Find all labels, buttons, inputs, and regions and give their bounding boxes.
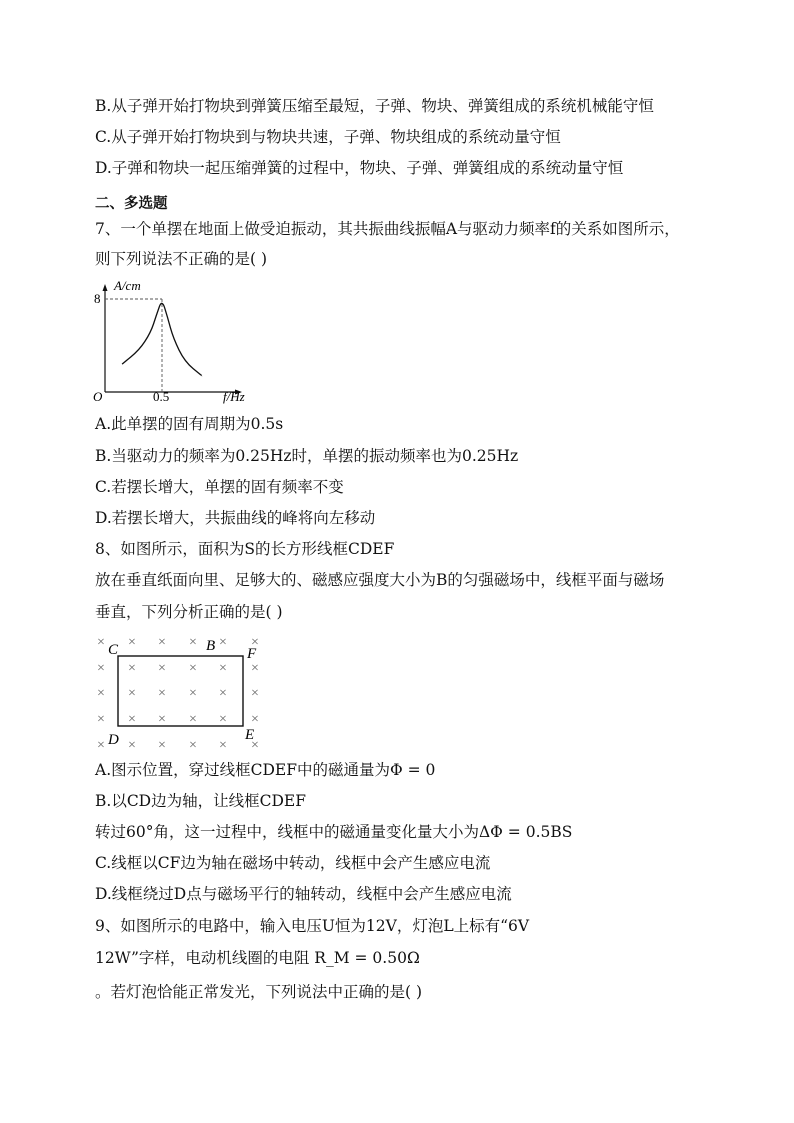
vertex-label-e: E	[245, 727, 255, 743]
x-axis-label: f/Hz	[223, 389, 245, 404]
q8-option-b-line2: 转过60°角，这一过程中，线框中的磁通量变化量大小为ΔΦ = 0.5BS	[95, 823, 573, 841]
field-cross-mark: ×	[251, 686, 259, 701]
vertex-label-d: D	[108, 732, 119, 748]
q9-stem-line1: 9、如图所示的电路中，输入电压U恒为12V，灯泡L上标有“6V	[95, 917, 530, 935]
field-cross-mark: ×	[189, 661, 197, 676]
resonance-curve-chart	[88, 272, 268, 408]
field-cross-mark: ×	[128, 635, 136, 650]
q6-option-c: C.从子弹开始打物块到与物块共速，子弹、物块组成的系统动量守恒	[95, 128, 561, 146]
q7-option-d: D.若摆长增大，共振曲线的峰将向左移动	[95, 509, 376, 527]
q7-stem-line1: 7、一个单摆在地面上做受迫振动，其共振曲线振幅A与驱动力频率f的关系如图所示，	[95, 220, 680, 238]
field-cross-mark: ×	[189, 635, 197, 650]
q7-option-b: B.当驱动力的频率为0.25Hz时，单摆的振动频率也为0.25Hz	[95, 447, 519, 465]
field-cross-mark: ×	[128, 686, 136, 701]
field-cross-mark: ×	[219, 635, 227, 650]
field-cross-mark: ×	[128, 661, 136, 676]
magnetic-field-frame-diagram	[88, 626, 278, 754]
field-cross-mark: ×	[189, 738, 197, 753]
field-cross-mark: ×	[97, 661, 105, 676]
vertex-label-f: F	[247, 646, 257, 662]
q8-stem-line1: 8、如图所示，面积为S的长方形线框CDEF	[95, 540, 395, 558]
q8-stem-line2: 放在垂直纸面向里、足够大的、磁感应强度大小为B的匀强磁场中，线框平面与磁场	[95, 571, 665, 589]
y-axis-arrow	[103, 284, 108, 291]
point-label-b: B	[206, 638, 216, 654]
field-cross-mark: ×	[219, 738, 227, 753]
q7-option-c: C.若摆长增大，单摆的固有频率不变	[95, 478, 344, 496]
field-cross-mark: ×	[158, 686, 166, 701]
field-cross-mark: ×	[97, 712, 105, 727]
y-axis-label: A/cm	[114, 278, 141, 293]
field-cross-mark: ×	[189, 686, 197, 701]
field-cross-mark: ×	[219, 712, 227, 727]
q9-stem-line3: 。若灯泡恰能正常发光，下列说法中正确的是( )	[95, 983, 423, 1001]
field-cross-mark: ×	[251, 712, 259, 727]
section-heading-multiple-choice: 二、多选题	[95, 196, 168, 212]
field-cross-mark: ×	[219, 686, 227, 701]
field-cross-mark: ×	[158, 661, 166, 676]
field-cross-mark: ×	[158, 738, 166, 753]
field-cross-mark: ×	[251, 661, 259, 676]
field-cross-mark: ×	[128, 712, 136, 727]
x-tick-label: 0.5	[153, 389, 170, 404]
q6-option-d: D.子弹和物块一起压缩弹簧的过程中，物块、子弹、弹簧组成的系统动量守恒	[95, 159, 624, 177]
q9-stem-line2: 12W”字样，电动机线圈的电阻 R_M = 0.50Ω	[95, 949, 420, 967]
field-cross-mark: ×	[158, 712, 166, 727]
field-cross-mark: ×	[97, 635, 105, 650]
q8-option-d: D.线框绕过D点与磁场平行的轴转动，线框中会产生感应电流	[95, 885, 512, 903]
q7-stem-line2: 则下列说法不正确的是( )	[95, 250, 268, 268]
field-cross-mark: ×	[97, 686, 105, 701]
q8-option-c: C.线框以CF边为轴在磁场中转动，线框中会产生感应电流	[95, 854, 491, 872]
field-cross-mark: ×	[251, 738, 259, 753]
field-cross-mark: ×	[219, 661, 227, 676]
origin-label: O	[93, 389, 103, 404]
field-cross-mark: ×	[128, 738, 136, 753]
field-cross-mark: ×	[158, 635, 166, 650]
vertex-label-c: C	[108, 642, 119, 658]
field-crosses	[97, 635, 259, 753]
q7-option-a: A.此单摆的固有周期为0.5s	[95, 415, 284, 433]
q8-option-b-line1: B.以CD边为轴，让线框CDEF	[95, 792, 306, 810]
y-tick-label: 8	[94, 291, 101, 306]
field-cross-mark: ×	[97, 738, 105, 753]
field-cross-mark: ×	[189, 712, 197, 727]
q8-option-a: A.图示位置，穿过线框CDEF中的磁通量为Φ = 0	[95, 761, 436, 779]
field-cross-mark: ×	[251, 635, 259, 650]
q8-stem-line3: 垂直，下列分析正确的是( )	[95, 603, 283, 621]
q6-option-b: B.从子弹开始打物块到弹簧压缩至最短，子弹、物块、弹簧组成的系统机械能守恒	[95, 97, 654, 115]
